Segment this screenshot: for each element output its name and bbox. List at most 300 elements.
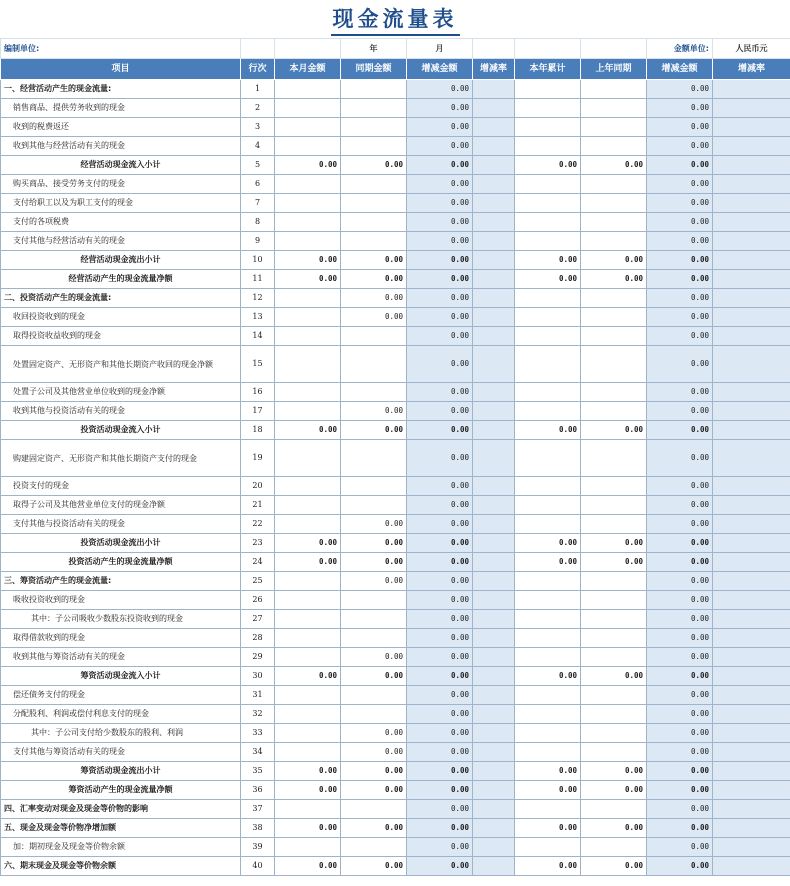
row-value-cell[interactable]: 0.00 bbox=[407, 327, 473, 346]
row-value-cell[interactable] bbox=[581, 118, 647, 137]
row-value-cell[interactable]: 0.00 bbox=[581, 781, 647, 800]
row-value-cell[interactable] bbox=[473, 289, 515, 308]
row-value-cell[interactable] bbox=[515, 327, 581, 346]
row-value-cell[interactable]: 0.00 bbox=[515, 553, 581, 572]
row-value-cell[interactable] bbox=[473, 346, 515, 383]
row-value-cell[interactable]: 0.00 bbox=[341, 308, 407, 327]
row-value-cell[interactable] bbox=[581, 308, 647, 327]
row-value-cell[interactable]: 0.00 bbox=[407, 762, 473, 781]
row-value-cell[interactable]: 0.00 bbox=[275, 819, 341, 838]
row-item-cell[interactable]: 处置子公司及其他营业单位收到的现金净额 bbox=[1, 383, 241, 402]
row-item-cell[interactable]: 筹资活动产生的现金流量净额 bbox=[1, 781, 241, 800]
row-value-cell[interactable] bbox=[473, 477, 515, 496]
row-value-cell[interactable]: 0.00 bbox=[647, 421, 713, 440]
row-value-cell[interactable]: 0.00 bbox=[407, 383, 473, 402]
row-value-cell[interactable] bbox=[713, 496, 790, 515]
row-line-number-cell[interactable]: 2 bbox=[241, 99, 275, 118]
row-value-cell[interactable] bbox=[341, 705, 407, 724]
row-value-cell[interactable]: 0.00 bbox=[407, 137, 473, 156]
row-value-cell[interactable] bbox=[713, 194, 790, 213]
row-value-cell[interactable]: 0.00 bbox=[407, 402, 473, 421]
row-value-cell[interactable] bbox=[581, 99, 647, 118]
row-value-cell[interactable] bbox=[341, 346, 407, 383]
row-value-cell[interactable] bbox=[515, 610, 581, 629]
row-value-cell[interactable]: 0.00 bbox=[407, 194, 473, 213]
row-value-cell[interactable] bbox=[473, 80, 515, 99]
row-value-cell[interactable] bbox=[713, 838, 790, 857]
row-line-number-cell[interactable]: 19 bbox=[241, 440, 275, 477]
row-value-cell[interactable]: 0.00 bbox=[407, 213, 473, 232]
row-value-cell[interactable] bbox=[581, 515, 647, 534]
row-value-cell[interactable] bbox=[473, 496, 515, 515]
row-value-cell[interactable]: 0.00 bbox=[647, 327, 713, 346]
row-item-cell[interactable]: 支付给职工以及为职工支付的现金 bbox=[1, 194, 241, 213]
row-value-cell[interactable]: 0.00 bbox=[647, 118, 713, 137]
year-cell[interactable]: 年 bbox=[341, 39, 407, 59]
row-value-cell[interactable] bbox=[275, 743, 341, 762]
row-value-cell[interactable]: 0.00 bbox=[581, 857, 647, 876]
row-value-cell[interactable]: 0.00 bbox=[647, 838, 713, 857]
row-line-number-cell[interactable]: 23 bbox=[241, 534, 275, 553]
row-value-cell[interactable] bbox=[713, 213, 790, 232]
row-value-cell[interactable] bbox=[341, 232, 407, 251]
header-ytd-change-amount[interactable]: 增减金额 bbox=[647, 59, 713, 80]
currency-cell[interactable]: 人民币元 bbox=[713, 39, 790, 59]
row-value-cell[interactable] bbox=[473, 440, 515, 477]
row-line-number-cell[interactable]: 15 bbox=[241, 346, 275, 383]
row-value-cell[interactable] bbox=[473, 251, 515, 270]
row-value-cell[interactable] bbox=[713, 402, 790, 421]
row-value-cell[interactable] bbox=[275, 477, 341, 496]
row-value-cell[interactable] bbox=[473, 781, 515, 800]
row-line-number-cell[interactable]: 32 bbox=[241, 705, 275, 724]
row-value-cell[interactable]: 0.00 bbox=[341, 534, 407, 553]
row-line-number-cell[interactable]: 6 bbox=[241, 175, 275, 194]
row-value-cell[interactable] bbox=[713, 572, 790, 591]
row-value-cell[interactable] bbox=[275, 80, 341, 99]
row-value-cell[interactable]: 0.00 bbox=[407, 553, 473, 572]
row-item-cell[interactable]: 投资支付的现金 bbox=[1, 477, 241, 496]
row-value-cell[interactable] bbox=[581, 213, 647, 232]
row-value-cell[interactable]: 0.00 bbox=[407, 743, 473, 762]
row-value-cell[interactable] bbox=[515, 724, 581, 743]
row-value-cell[interactable] bbox=[275, 194, 341, 213]
row-value-cell[interactable]: 0.00 bbox=[647, 800, 713, 819]
header-item[interactable]: 项目 bbox=[1, 59, 241, 80]
row-value-cell[interactable] bbox=[473, 819, 515, 838]
row-value-cell[interactable]: 0.00 bbox=[647, 270, 713, 289]
row-value-cell[interactable]: 0.00 bbox=[647, 289, 713, 308]
row-value-cell[interactable] bbox=[275, 572, 341, 591]
row-value-cell[interactable] bbox=[275, 838, 341, 857]
row-value-cell[interactable]: 0.00 bbox=[647, 383, 713, 402]
row-value-cell[interactable] bbox=[515, 194, 581, 213]
row-value-cell[interactable] bbox=[275, 591, 341, 610]
page-title[interactable]: 现金流量表 bbox=[331, 3, 460, 36]
row-value-cell[interactable] bbox=[713, 383, 790, 402]
row-value-cell[interactable] bbox=[713, 686, 790, 705]
row-value-cell[interactable] bbox=[275, 308, 341, 327]
row-value-cell[interactable] bbox=[713, 724, 790, 743]
row-value-cell[interactable] bbox=[473, 553, 515, 572]
row-value-cell[interactable] bbox=[581, 686, 647, 705]
header-same-period-amount[interactable]: 同期金额 bbox=[341, 59, 407, 80]
row-value-cell[interactable] bbox=[713, 629, 790, 648]
row-value-cell[interactable] bbox=[713, 743, 790, 762]
row-value-cell[interactable] bbox=[713, 667, 790, 686]
row-value-cell[interactable]: 0.00 bbox=[515, 762, 581, 781]
row-value-cell[interactable] bbox=[473, 232, 515, 251]
row-value-cell[interactable]: 0.00 bbox=[647, 686, 713, 705]
row-item-cell[interactable]: 购买商品、接受劳务支付的现金 bbox=[1, 175, 241, 194]
row-value-cell[interactable] bbox=[515, 308, 581, 327]
row-value-cell[interactable]: 0.00 bbox=[647, 572, 713, 591]
row-item-cell[interactable]: 筹资活动现金流入小计 bbox=[1, 667, 241, 686]
row-line-number-cell[interactable]: 18 bbox=[241, 421, 275, 440]
row-value-cell[interactable]: 0.00 bbox=[647, 648, 713, 667]
row-value-cell[interactable] bbox=[515, 648, 581, 667]
row-line-number-cell[interactable]: 40 bbox=[241, 857, 275, 876]
row-item-cell[interactable]: 五、现金及现金等价物净增加额 bbox=[1, 819, 241, 838]
row-item-cell[interactable]: 其中：子公司支付给少数股东的股利、利润 bbox=[1, 724, 241, 743]
row-value-cell[interactable]: 0.00 bbox=[647, 346, 713, 383]
row-item-cell[interactable]: 偿还债务支付的现金 bbox=[1, 686, 241, 705]
row-value-cell[interactable]: 0.00 bbox=[581, 553, 647, 572]
header-change-rate[interactable]: 增减率 bbox=[473, 59, 515, 80]
row-value-cell[interactable] bbox=[473, 705, 515, 724]
row-value-cell[interactable]: 0.00 bbox=[341, 743, 407, 762]
row-item-cell[interactable]: 六、期末现金及现金等价物余额 bbox=[1, 857, 241, 876]
row-value-cell[interactable] bbox=[713, 308, 790, 327]
row-value-cell[interactable]: 0.00 bbox=[581, 421, 647, 440]
row-value-cell[interactable]: 0.00 bbox=[647, 819, 713, 838]
row-item-cell[interactable]: 收到的税费返还 bbox=[1, 118, 241, 137]
row-value-cell[interactable]: 0.00 bbox=[515, 251, 581, 270]
row-value-cell[interactable] bbox=[581, 80, 647, 99]
row-value-cell[interactable]: 0.00 bbox=[275, 156, 341, 175]
row-value-cell[interactable] bbox=[341, 118, 407, 137]
row-value-cell[interactable] bbox=[275, 515, 341, 534]
row-line-number-cell[interactable]: 14 bbox=[241, 327, 275, 346]
row-value-cell[interactable]: 0.00 bbox=[407, 629, 473, 648]
row-value-cell[interactable] bbox=[473, 724, 515, 743]
row-value-cell[interactable] bbox=[473, 156, 515, 175]
row-value-cell[interactable] bbox=[275, 175, 341, 194]
row-value-cell[interactable] bbox=[275, 232, 341, 251]
row-value-cell[interactable] bbox=[275, 99, 341, 118]
row-value-cell[interactable]: 0.00 bbox=[341, 667, 407, 686]
row-line-number-cell[interactable]: 34 bbox=[241, 743, 275, 762]
row-value-cell[interactable] bbox=[341, 137, 407, 156]
row-value-cell[interactable]: 0.00 bbox=[275, 251, 341, 270]
row-value-cell[interactable]: 0.00 bbox=[407, 648, 473, 667]
row-item-cell[interactable]: 收回投资收到的现金 bbox=[1, 308, 241, 327]
row-value-cell[interactable] bbox=[515, 289, 581, 308]
row-value-cell[interactable]: 0.00 bbox=[647, 781, 713, 800]
row-value-cell[interactable] bbox=[473, 534, 515, 553]
row-value-cell[interactable] bbox=[473, 421, 515, 440]
row-value-cell[interactable]: 0.00 bbox=[581, 534, 647, 553]
row-value-cell[interactable]: 0.00 bbox=[407, 99, 473, 118]
row-value-cell[interactable]: 0.00 bbox=[407, 724, 473, 743]
row-value-cell[interactable] bbox=[713, 421, 790, 440]
row-value-cell[interactable] bbox=[581, 137, 647, 156]
row-value-cell[interactable]: 0.00 bbox=[341, 781, 407, 800]
row-value-cell[interactable]: 0.00 bbox=[341, 819, 407, 838]
row-value-cell[interactable] bbox=[341, 629, 407, 648]
row-item-cell[interactable]: 一、经营活动产生的现金流量: bbox=[1, 80, 241, 99]
row-value-cell[interactable]: 0.00 bbox=[407, 534, 473, 553]
row-value-cell[interactable]: 0.00 bbox=[647, 762, 713, 781]
row-value-cell[interactable]: 0.00 bbox=[407, 857, 473, 876]
row-value-cell[interactable] bbox=[581, 629, 647, 648]
row-value-cell[interactable] bbox=[473, 857, 515, 876]
row-value-cell[interactable]: 0.00 bbox=[647, 629, 713, 648]
row-value-cell[interactable]: 0.00 bbox=[407, 838, 473, 857]
row-line-number-cell[interactable]: 22 bbox=[241, 515, 275, 534]
row-value-cell[interactable] bbox=[713, 289, 790, 308]
row-value-cell[interactable] bbox=[341, 383, 407, 402]
row-value-cell[interactable]: 0.00 bbox=[647, 705, 713, 724]
row-value-cell[interactable] bbox=[713, 648, 790, 667]
row-value-cell[interactable] bbox=[713, 80, 790, 99]
row-value-cell[interactable] bbox=[473, 648, 515, 667]
row-value-cell[interactable] bbox=[713, 477, 790, 496]
row-value-cell[interactable] bbox=[473, 686, 515, 705]
row-value-cell[interactable] bbox=[341, 99, 407, 118]
unit-label-cell[interactable]: 编制单位: bbox=[1, 39, 241, 59]
row-value-cell[interactable] bbox=[713, 99, 790, 118]
row-value-cell[interactable] bbox=[581, 743, 647, 762]
row-value-cell[interactable] bbox=[713, 591, 790, 610]
row-value-cell[interactable]: 0.00 bbox=[581, 667, 647, 686]
row-line-number-cell[interactable]: 27 bbox=[241, 610, 275, 629]
row-value-cell[interactable] bbox=[275, 648, 341, 667]
row-value-cell[interactable] bbox=[473, 800, 515, 819]
row-line-number-cell[interactable]: 38 bbox=[241, 819, 275, 838]
row-value-cell[interactable] bbox=[515, 213, 581, 232]
row-value-cell[interactable]: 0.00 bbox=[407, 156, 473, 175]
row-line-number-cell[interactable]: 17 bbox=[241, 402, 275, 421]
row-value-cell[interactable] bbox=[275, 327, 341, 346]
row-value-cell[interactable] bbox=[275, 137, 341, 156]
meta-empty-cell[interactable] bbox=[473, 39, 515, 59]
row-value-cell[interactable] bbox=[275, 705, 341, 724]
header-last-year-same-period[interactable]: 上年同期 bbox=[581, 59, 647, 80]
row-value-cell[interactable]: 0.00 bbox=[407, 440, 473, 477]
row-value-cell[interactable]: 0.00 bbox=[275, 270, 341, 289]
row-value-cell[interactable] bbox=[473, 402, 515, 421]
row-line-number-cell[interactable]: 35 bbox=[241, 762, 275, 781]
row-value-cell[interactable]: 0.00 bbox=[407, 496, 473, 515]
row-item-cell[interactable]: 经营活动现金流入小计 bbox=[1, 156, 241, 175]
row-value-cell[interactable]: 0.00 bbox=[407, 800, 473, 819]
month-cell[interactable]: 月 bbox=[407, 39, 473, 59]
row-value-cell[interactable] bbox=[275, 383, 341, 402]
row-value-cell[interactable]: 0.00 bbox=[647, 402, 713, 421]
row-value-cell[interactable] bbox=[713, 800, 790, 819]
row-value-cell[interactable]: 0.00 bbox=[515, 667, 581, 686]
row-value-cell[interactable] bbox=[581, 838, 647, 857]
row-value-cell[interactable]: 0.00 bbox=[407, 477, 473, 496]
row-value-cell[interactable] bbox=[581, 194, 647, 213]
row-value-cell[interactable] bbox=[515, 629, 581, 648]
row-item-cell[interactable]: 经营活动产生的现金流量净额 bbox=[1, 270, 241, 289]
row-value-cell[interactable] bbox=[473, 175, 515, 194]
row-value-cell[interactable] bbox=[473, 667, 515, 686]
row-value-cell[interactable] bbox=[515, 496, 581, 515]
row-value-cell[interactable] bbox=[275, 686, 341, 705]
row-value-cell[interactable] bbox=[341, 175, 407, 194]
row-value-cell[interactable] bbox=[713, 610, 790, 629]
row-value-cell[interactable]: 0.00 bbox=[275, 421, 341, 440]
row-value-cell[interactable] bbox=[581, 496, 647, 515]
row-value-cell[interactable]: 0.00 bbox=[407, 289, 473, 308]
row-item-cell[interactable]: 收到其他与筹资活动有关的现金 bbox=[1, 648, 241, 667]
row-value-cell[interactable]: 0.00 bbox=[647, 308, 713, 327]
row-item-cell[interactable]: 支付的各项税费 bbox=[1, 213, 241, 232]
row-value-cell[interactable] bbox=[581, 572, 647, 591]
row-value-cell[interactable] bbox=[713, 346, 790, 383]
row-value-cell[interactable]: 0.00 bbox=[407, 515, 473, 534]
row-value-cell[interactable] bbox=[473, 762, 515, 781]
row-value-cell[interactable] bbox=[713, 175, 790, 194]
row-value-cell[interactable]: 0.00 bbox=[407, 80, 473, 99]
row-value-cell[interactable] bbox=[473, 838, 515, 857]
row-value-cell[interactable]: 0.00 bbox=[407, 175, 473, 194]
row-value-cell[interactable] bbox=[713, 270, 790, 289]
row-value-cell[interactable]: 0.00 bbox=[275, 553, 341, 572]
row-value-cell[interactable] bbox=[275, 629, 341, 648]
row-value-cell[interactable]: 0.00 bbox=[275, 781, 341, 800]
row-value-cell[interactable] bbox=[713, 137, 790, 156]
row-value-cell[interactable] bbox=[713, 327, 790, 346]
currency-label-cell[interactable]: 金额单位: bbox=[647, 39, 713, 59]
row-value-cell[interactable] bbox=[713, 762, 790, 781]
row-value-cell[interactable] bbox=[581, 800, 647, 819]
row-item-cell[interactable]: 处置固定资产、无形资产和其他长期资产收回的现金净额 bbox=[1, 346, 241, 383]
row-value-cell[interactable] bbox=[713, 515, 790, 534]
row-value-cell[interactable]: 0.00 bbox=[647, 137, 713, 156]
row-value-cell[interactable] bbox=[713, 232, 790, 251]
row-value-cell[interactable]: 0.00 bbox=[407, 421, 473, 440]
row-value-cell[interactable] bbox=[713, 781, 790, 800]
row-value-cell[interactable]: 0.00 bbox=[647, 175, 713, 194]
row-line-number-cell[interactable]: 31 bbox=[241, 686, 275, 705]
row-value-cell[interactable]: 0.00 bbox=[341, 762, 407, 781]
row-value-cell[interactable]: 0.00 bbox=[515, 819, 581, 838]
row-value-cell[interactable] bbox=[473, 270, 515, 289]
row-line-number-cell[interactable]: 39 bbox=[241, 838, 275, 857]
row-item-cell[interactable]: 支付其他与投资活动有关的现金 bbox=[1, 515, 241, 534]
row-line-number-cell[interactable]: 1 bbox=[241, 80, 275, 99]
row-value-cell[interactable]: 0.00 bbox=[407, 118, 473, 137]
row-item-cell[interactable]: 收到其他与经营活动有关的现金 bbox=[1, 137, 241, 156]
row-value-cell[interactable] bbox=[515, 383, 581, 402]
row-value-cell[interactable] bbox=[515, 572, 581, 591]
row-value-cell[interactable]: 0.00 bbox=[647, 251, 713, 270]
row-value-cell[interactable]: 0.00 bbox=[515, 857, 581, 876]
row-value-cell[interactable]: 0.00 bbox=[341, 156, 407, 175]
row-item-cell[interactable]: 分配股利、利润或偿付利息支付的现金 bbox=[1, 705, 241, 724]
row-value-cell[interactable]: 0.00 bbox=[407, 781, 473, 800]
row-value-cell[interactable] bbox=[713, 118, 790, 137]
row-value-cell[interactable]: 0.00 bbox=[341, 857, 407, 876]
row-item-cell[interactable]: 经营活动现金流出小计 bbox=[1, 251, 241, 270]
row-value-cell[interactable] bbox=[713, 857, 790, 876]
row-line-number-cell[interactable]: 16 bbox=[241, 383, 275, 402]
row-value-cell[interactable] bbox=[515, 137, 581, 156]
row-value-cell[interactable]: 0.00 bbox=[515, 156, 581, 175]
row-value-cell[interactable] bbox=[581, 327, 647, 346]
row-value-cell[interactable]: 0.00 bbox=[647, 724, 713, 743]
row-value-cell[interactable]: 0.00 bbox=[647, 440, 713, 477]
meta-empty-cell[interactable] bbox=[581, 39, 647, 59]
row-line-number-cell[interactable]: 24 bbox=[241, 553, 275, 572]
header-change-amount[interactable]: 增减金额 bbox=[407, 59, 473, 80]
row-value-cell[interactable]: 0.00 bbox=[581, 156, 647, 175]
row-value-cell[interactable] bbox=[581, 705, 647, 724]
row-value-cell[interactable] bbox=[473, 572, 515, 591]
row-value-cell[interactable]: 0.00 bbox=[341, 289, 407, 308]
row-item-cell[interactable]: 加：期初现金及现金等价物余额 bbox=[1, 838, 241, 857]
row-line-number-cell[interactable]: 13 bbox=[241, 308, 275, 327]
row-value-cell[interactable]: 0.00 bbox=[647, 156, 713, 175]
row-line-number-cell[interactable]: 28 bbox=[241, 629, 275, 648]
row-value-cell[interactable] bbox=[275, 346, 341, 383]
row-value-cell[interactable] bbox=[713, 553, 790, 572]
row-value-cell[interactable] bbox=[713, 251, 790, 270]
row-value-cell[interactable] bbox=[341, 496, 407, 515]
row-line-number-cell[interactable]: 36 bbox=[241, 781, 275, 800]
row-value-cell[interactable] bbox=[581, 477, 647, 496]
row-value-cell[interactable]: 0.00 bbox=[647, 213, 713, 232]
row-value-cell[interactable]: 0.00 bbox=[341, 421, 407, 440]
row-value-cell[interactable]: 0.00 bbox=[647, 496, 713, 515]
row-item-cell[interactable]: 投资活动现金流入小计 bbox=[1, 421, 241, 440]
row-value-cell[interactable] bbox=[473, 118, 515, 137]
header-ytd-amount[interactable]: 本年累计 bbox=[515, 59, 581, 80]
row-value-cell[interactable] bbox=[515, 440, 581, 477]
row-value-cell[interactable] bbox=[341, 610, 407, 629]
row-value-cell[interactable] bbox=[581, 591, 647, 610]
row-value-cell[interactable] bbox=[515, 800, 581, 819]
row-item-cell[interactable]: 收到其他与投资活动有关的现金 bbox=[1, 402, 241, 421]
row-value-cell[interactable] bbox=[275, 402, 341, 421]
row-value-cell[interactable] bbox=[473, 327, 515, 346]
row-value-cell[interactable] bbox=[515, 686, 581, 705]
row-value-cell[interactable] bbox=[473, 629, 515, 648]
row-line-number-cell[interactable]: 3 bbox=[241, 118, 275, 137]
row-line-number-cell[interactable]: 4 bbox=[241, 137, 275, 156]
row-item-cell[interactable]: 取得借款收到的现金 bbox=[1, 629, 241, 648]
row-item-cell[interactable]: 二、投资活动产生的现金流量: bbox=[1, 289, 241, 308]
row-value-cell[interactable] bbox=[713, 534, 790, 553]
row-value-cell[interactable]: 0.00 bbox=[407, 346, 473, 383]
row-value-cell[interactable]: 0.00 bbox=[647, 553, 713, 572]
row-value-cell[interactable] bbox=[341, 80, 407, 99]
row-value-cell[interactable]: 0.00 bbox=[275, 534, 341, 553]
row-item-cell[interactable]: 销售商品、提供劳务收到的现金 bbox=[1, 99, 241, 118]
row-value-cell[interactable] bbox=[515, 705, 581, 724]
row-value-cell[interactable] bbox=[473, 743, 515, 762]
row-value-cell[interactable] bbox=[515, 80, 581, 99]
row-value-cell[interactable] bbox=[713, 819, 790, 838]
row-item-cell[interactable]: 其中：子公司吸收少数股东投资收到的现金 bbox=[1, 610, 241, 629]
row-value-cell[interactable]: 0.00 bbox=[341, 402, 407, 421]
row-value-cell[interactable] bbox=[341, 800, 407, 819]
row-item-cell[interactable]: 三、筹资活动产生的现金流量: bbox=[1, 572, 241, 591]
